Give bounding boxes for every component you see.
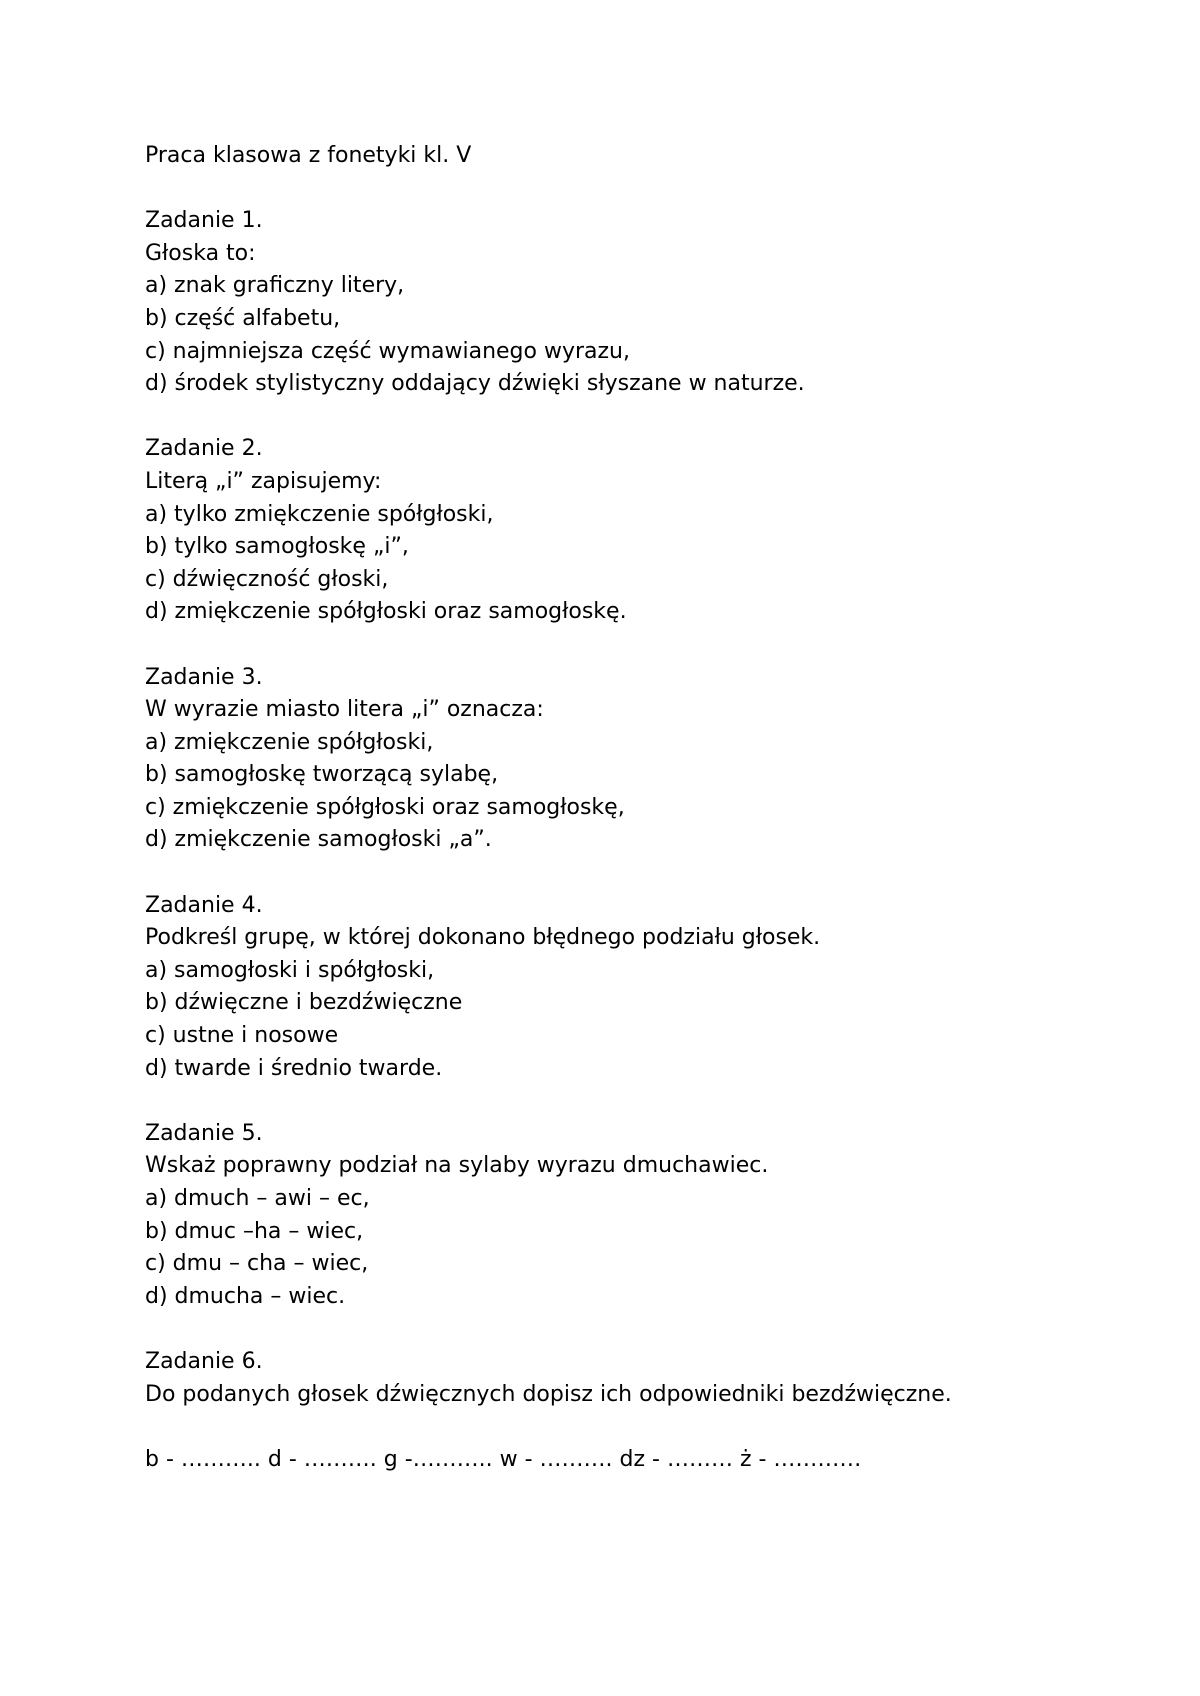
- task-5-answer-c: c) dmu – cha – wiec,: [145, 1251, 369, 1277]
- task-2-heading: Zadanie 2.: [145, 436, 263, 462]
- task-4-answer-a: a) samogłoski i spółgłoski,: [145, 957, 435, 983]
- task-5-answer-b: b) dmuc –ha – wiec,: [145, 1218, 364, 1244]
- spacer: [145, 857, 1145, 890]
- task-2-answer-a: a) tylko zmiękczenie spółgłoski,: [145, 501, 494, 527]
- spacer: [145, 401, 1145, 434]
- task-3-answer-a: a) zmiękczenie spółgłoski,: [145, 729, 434, 755]
- task-5-heading: Zadanie 5.: [145, 1120, 263, 1146]
- task-2-question: Literą „i” zapisujemy:: [145, 468, 382, 494]
- spacer: [145, 1085, 1145, 1118]
- document-title: Praca klasowa z fonetyki kl. V: [145, 143, 472, 168]
- task-5-answer-a: a) dmuch – awi – ec,: [145, 1186, 370, 1211]
- task-3-answer-d: d) zmiękczenie samogłoski „a”.: [145, 827, 492, 853]
- task-4-heading: Zadanie 4.: [145, 892, 263, 918]
- task-6-fill-line: b - ……….. d - ………. g -……….. w - ………. dz - ……… ż - …………: [145, 1446, 862, 1472]
- task-1-heading: Zadanie 1.: [145, 208, 263, 234]
- task-1-question: Głoska to:: [145, 240, 256, 266]
- task-4-answer-c: c) ustne i nosowe: [145, 1023, 339, 1049]
- spacer: [145, 1411, 1145, 1444]
- spacer: [145, 1313, 1145, 1346]
- task-1-answer-b: b) część alfabetu,: [145, 305, 341, 331]
- task-1-answer-d: d) środek stylistyczny oddający dźwięki słyszane w naturze.: [145, 371, 805, 397]
- task-3-heading: Zadanie 3.: [145, 664, 263, 690]
- task-3-question: W wyrazie miasto litera „i” oznacza:: [145, 697, 544, 723]
- task-6-question: Do podanych głosek dźwięcznych dopisz ich odpowiedniki bezdźwięczne.: [145, 1381, 952, 1407]
- task-5-answer-d: d) dmucha – wiec.: [145, 1283, 346, 1309]
- task-4-answer-d: d) twarde i średnio twarde.: [145, 1055, 443, 1081]
- document-page: [145, 140, 1145, 1476]
- task-4-question: Podkreśl grupę, w której dokonano błędnego podziału głosek.: [145, 925, 821, 951]
- task-1-answer-c: c) najmniejsza część wymawianego wyrazu,: [145, 338, 630, 364]
- task-6-heading: Zadanie 6.: [145, 1348, 263, 1374]
- task-2-answer-d: d) zmiękczenie spółgłoski oraz samogłoskę.: [145, 599, 627, 625]
- task-3-answer-c: c) zmiękczenie spółgłoski oraz samogłoskę,: [145, 794, 625, 820]
- task-1-answer-a: a) znak graficzny litery,: [145, 273, 405, 299]
- task-5-question: Wskaż poprawny podział na sylaby wyrazu dmuchawiec.: [145, 1153, 769, 1179]
- task-3-answer-b: b) samogłoskę tworzącą sylabę,: [145, 762, 499, 788]
- spacer: [145, 173, 1145, 206]
- task-2-answer-b: b) tylko samogłoskę „i”,: [145, 534, 409, 560]
- task-2-answer-c: c) dźwięczność głoski,: [145, 566, 389, 592]
- task-4-answer-b: b) dźwięczne i bezdźwięczne: [145, 990, 463, 1016]
- spacer: [145, 629, 1145, 662]
